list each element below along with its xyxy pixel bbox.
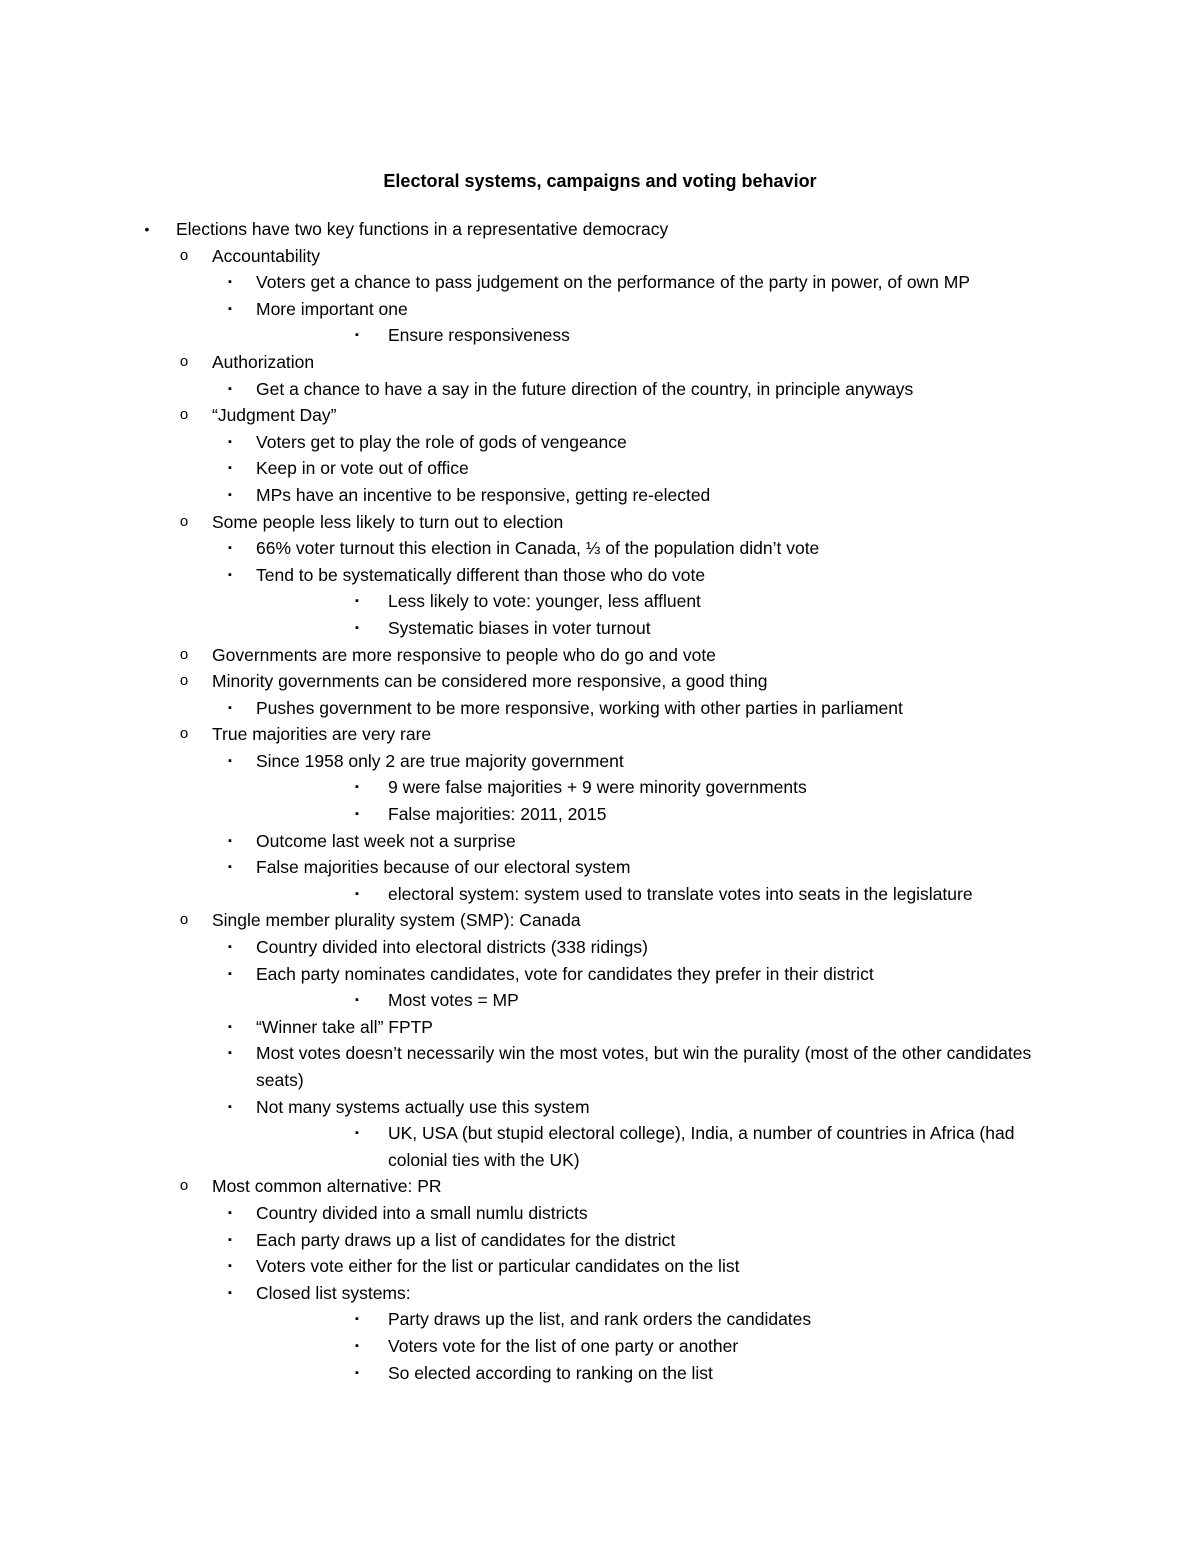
outline-item-level-2	[0, 695, 1200, 722]
square-bullet-icon: ▪	[355, 808, 359, 821]
circle-bullet-icon: o	[179, 672, 189, 690]
outline-item-level-1	[0, 1173, 1200, 1200]
square-bullet-icon: ▪	[228, 1206, 232, 1219]
outline-item-level-2	[0, 961, 1200, 988]
outline-item-level-3	[0, 987, 1200, 1014]
square-bullet-icon: ▪	[228, 1260, 232, 1273]
outline-item-text: Most common alternative: PR	[212, 1176, 442, 1197]
outline-item-text: Voters vote for the list of one party or another	[388, 1335, 739, 1356]
outline-item-text: “Winner take all” FPTP	[256, 1016, 433, 1037]
outline-item-text: Single member plurality system (SMP): Canada	[212, 910, 581, 931]
outline-item-level-2	[0, 269, 1200, 296]
square-bullet-icon: ▪	[228, 488, 232, 501]
outline-item-text: So elected according to ranking on the list	[388, 1362, 713, 1383]
outline-item-text: Elections have two key functions in a representative democracy	[176, 219, 669, 239]
outline-item-text: electoral system: system used to translate votes into seats in the legislature	[388, 883, 973, 904]
outline-item-level-1	[0, 668, 1200, 695]
outline-item-text: Ensure responsiveness	[388, 325, 570, 346]
square-bullet-icon: ▪	[228, 435, 232, 448]
outline-item-text: Country divided into electoral districts (338 ridings)	[256, 937, 648, 958]
square-bullet-icon: ▪	[355, 1127, 359, 1140]
outline-item-text: True majorities are very rare	[212, 724, 432, 745]
outline-item-text: Governments are more responsive to people who do go and vote	[212, 644, 716, 665]
outline-item-level-2	[0, 1280, 1200, 1307]
outline-item-text: MPs have an incentive to be responsive, getting re-elected	[256, 484, 711, 505]
square-bullet-icon: ▪	[228, 1020, 232, 1033]
outline-item-text: Each party draws up a list of candidates for the district	[256, 1229, 676, 1250]
outline-item-text: Accountability	[212, 245, 320, 266]
outline-item-text: Party draws up the list, and rank orders the candidates	[388, 1309, 812, 1330]
outline-item-level-2	[0, 1094, 1200, 1121]
outline-item-level-2	[0, 828, 1200, 855]
outline-item-text: Most votes = MP	[388, 990, 519, 1011]
outline-item-level-2	[0, 1253, 1200, 1280]
square-bullet-icon: ▪	[228, 1100, 232, 1113]
outline-item-level-1	[0, 509, 1200, 536]
outline-item-level-2	[0, 748, 1200, 775]
outline-item-level-2	[0, 854, 1200, 881]
square-bullet-icon: ▪	[228, 568, 232, 581]
outline-item-level-3	[0, 588, 1200, 615]
outline-item-level-2	[0, 535, 1200, 562]
square-bullet-icon: ▪	[228, 1286, 232, 1299]
outline-item-level-1	[0, 349, 1200, 376]
square-bullet-icon: ▪	[228, 382, 232, 395]
outline-item-text: More important one	[256, 298, 408, 319]
circle-bullet-icon: o	[179, 246, 189, 264]
circle-bullet-icon: o	[179, 725, 189, 743]
outline-item-text: 66% voter turnout this election in Canada, ⅓ of the population didn’t vote	[256, 538, 820, 559]
square-bullet-icon: ▪	[355, 329, 359, 342]
outline-item-level-3	[0, 1306, 1200, 1333]
outline-item-text: False majorities because of our electoral system	[256, 857, 631, 878]
outline-item-level-2	[0, 1040, 1200, 1093]
outline-item-text: Authorization	[212, 351, 315, 372]
outline-item-text: Keep in or vote out of office	[256, 458, 469, 479]
square-bullet-icon: ▪	[228, 462, 232, 475]
outline-item-level-1	[0, 642, 1200, 669]
outline-item-level-3	[0, 801, 1200, 828]
square-bullet-icon: ▪	[228, 276, 232, 289]
square-bullet-icon: ▪	[228, 701, 232, 714]
page-title: Electoral systems, campaigns and voting behavior	[383, 171, 817, 191]
square-bullet-icon: ▪	[355, 1339, 359, 1352]
outline-item-text: Voters get to play the role of gods of vengeance	[256, 431, 627, 452]
outline-item-text: 9 were false majorities + 9 were minority governments	[388, 777, 807, 798]
outline-item-level-2	[0, 562, 1200, 589]
circle-bullet-icon: o	[179, 406, 189, 424]
dot-bullet-icon: •	[144, 221, 150, 237]
outline-item-text: Tend to be systematically different than those who do vote	[256, 564, 706, 585]
outline-item-text: False majorities: 2011, 2015	[388, 804, 607, 825]
outline-item-level-1	[0, 402, 1200, 429]
outline-item-level-2	[0, 1014, 1200, 1041]
outline-item-text: Less likely to vote: younger, less affluent	[388, 591, 701, 612]
outline-item-level-3	[0, 322, 1200, 349]
outline-item-level-2	[0, 934, 1200, 961]
circle-bullet-icon: o	[179, 911, 189, 929]
outline-item-text: Get a chance to have a say in the future direction of the country, in principle anyways	[256, 378, 914, 399]
square-bullet-icon: ▪	[228, 967, 232, 980]
outline-item-text: Closed list systems:	[256, 1282, 411, 1303]
outline-item-level-2	[0, 296, 1200, 323]
outline-item-text: Country divided into a small numlu districts	[256, 1202, 588, 1223]
outline-item-level-3	[0, 774, 1200, 801]
outline-item-level-2	[0, 376, 1200, 403]
outline-item-level-2	[0, 455, 1200, 482]
outline-item-text: Outcome last week not a surprise	[256, 830, 516, 851]
square-bullet-icon: ▪	[228, 754, 232, 767]
square-bullet-icon: ▪	[355, 595, 359, 608]
outline-item-text: UK, USA (but stupid electoral college), India, a number of countries in Africa (had colonial ties with the UK)	[388, 1123, 1015, 1170]
outline-item-text: Voters vote either for the list or particular candidates on the list	[256, 1256, 740, 1277]
square-bullet-icon: ▪	[228, 302, 232, 315]
outline-item-text: Not many systems actually use this system	[256, 1096, 590, 1117]
outline-item-level-3	[0, 881, 1200, 908]
outline-item-text: “Judgment Day”	[212, 405, 337, 426]
circle-bullet-icon: o	[179, 1177, 189, 1195]
outline-item-level-3	[0, 1333, 1200, 1360]
square-bullet-icon: ▪	[228, 542, 232, 555]
square-bullet-icon: ▪	[228, 1047, 232, 1060]
square-bullet-icon: ▪	[355, 994, 359, 1007]
outline-item-level-0	[0, 216, 1200, 243]
outline-item-level-2	[0, 482, 1200, 509]
square-bullet-icon: ▪	[355, 1313, 359, 1326]
outline-item-level-1	[0, 721, 1200, 748]
square-bullet-icon: ▪	[355, 781, 359, 794]
outline-item-text: Each party nominates candidates, vote for candidates they prefer in their district	[256, 963, 874, 984]
square-bullet-icon: ▪	[228, 1233, 232, 1246]
outline-item-level-3	[0, 615, 1200, 642]
square-bullet-icon: ▪	[355, 1366, 359, 1379]
outline-item-level-2	[0, 429, 1200, 456]
outline-item-text: Pushes government to be more responsive, working with other parties in parliament	[256, 697, 903, 718]
circle-bullet-icon: o	[179, 645, 189, 663]
outline-item-text: Voters get a chance to pass judgement on the performance of the party in power, of own MP	[256, 272, 971, 293]
outline-item-text: Since 1958 only 2 are true majority government	[256, 750, 624, 771]
square-bullet-icon: ▪	[355, 887, 359, 900]
outline-item-level-3	[0, 1120, 1200, 1173]
outline-item-text: Minority governments can be considered more responsive, a good thing	[212, 671, 768, 692]
outline-item-level-3	[0, 1360, 1200, 1387]
outline-item-text: Systematic biases in voter turnout	[388, 617, 651, 638]
outline-item-level-2	[0, 1227, 1200, 1254]
outline-item-text: Some people less likely to turn out to election	[212, 511, 564, 532]
notes-outline	[0, 216, 1200, 1386]
outline-item-level-1	[0, 243, 1200, 270]
square-bullet-icon: ▪	[355, 621, 359, 634]
square-bullet-icon: ▪	[228, 834, 232, 847]
outline-item-text: Most votes doesn’t necessarily win the most votes, but win the purality (most of the other candidates seats)	[256, 1043, 1032, 1090]
outline-item-level-2	[0, 1200, 1200, 1227]
square-bullet-icon: ▪	[228, 861, 232, 874]
square-bullet-icon: ▪	[228, 941, 232, 954]
circle-bullet-icon: o	[179, 352, 189, 370]
circle-bullet-icon: o	[179, 512, 189, 530]
outline-item-level-1	[0, 907, 1200, 934]
